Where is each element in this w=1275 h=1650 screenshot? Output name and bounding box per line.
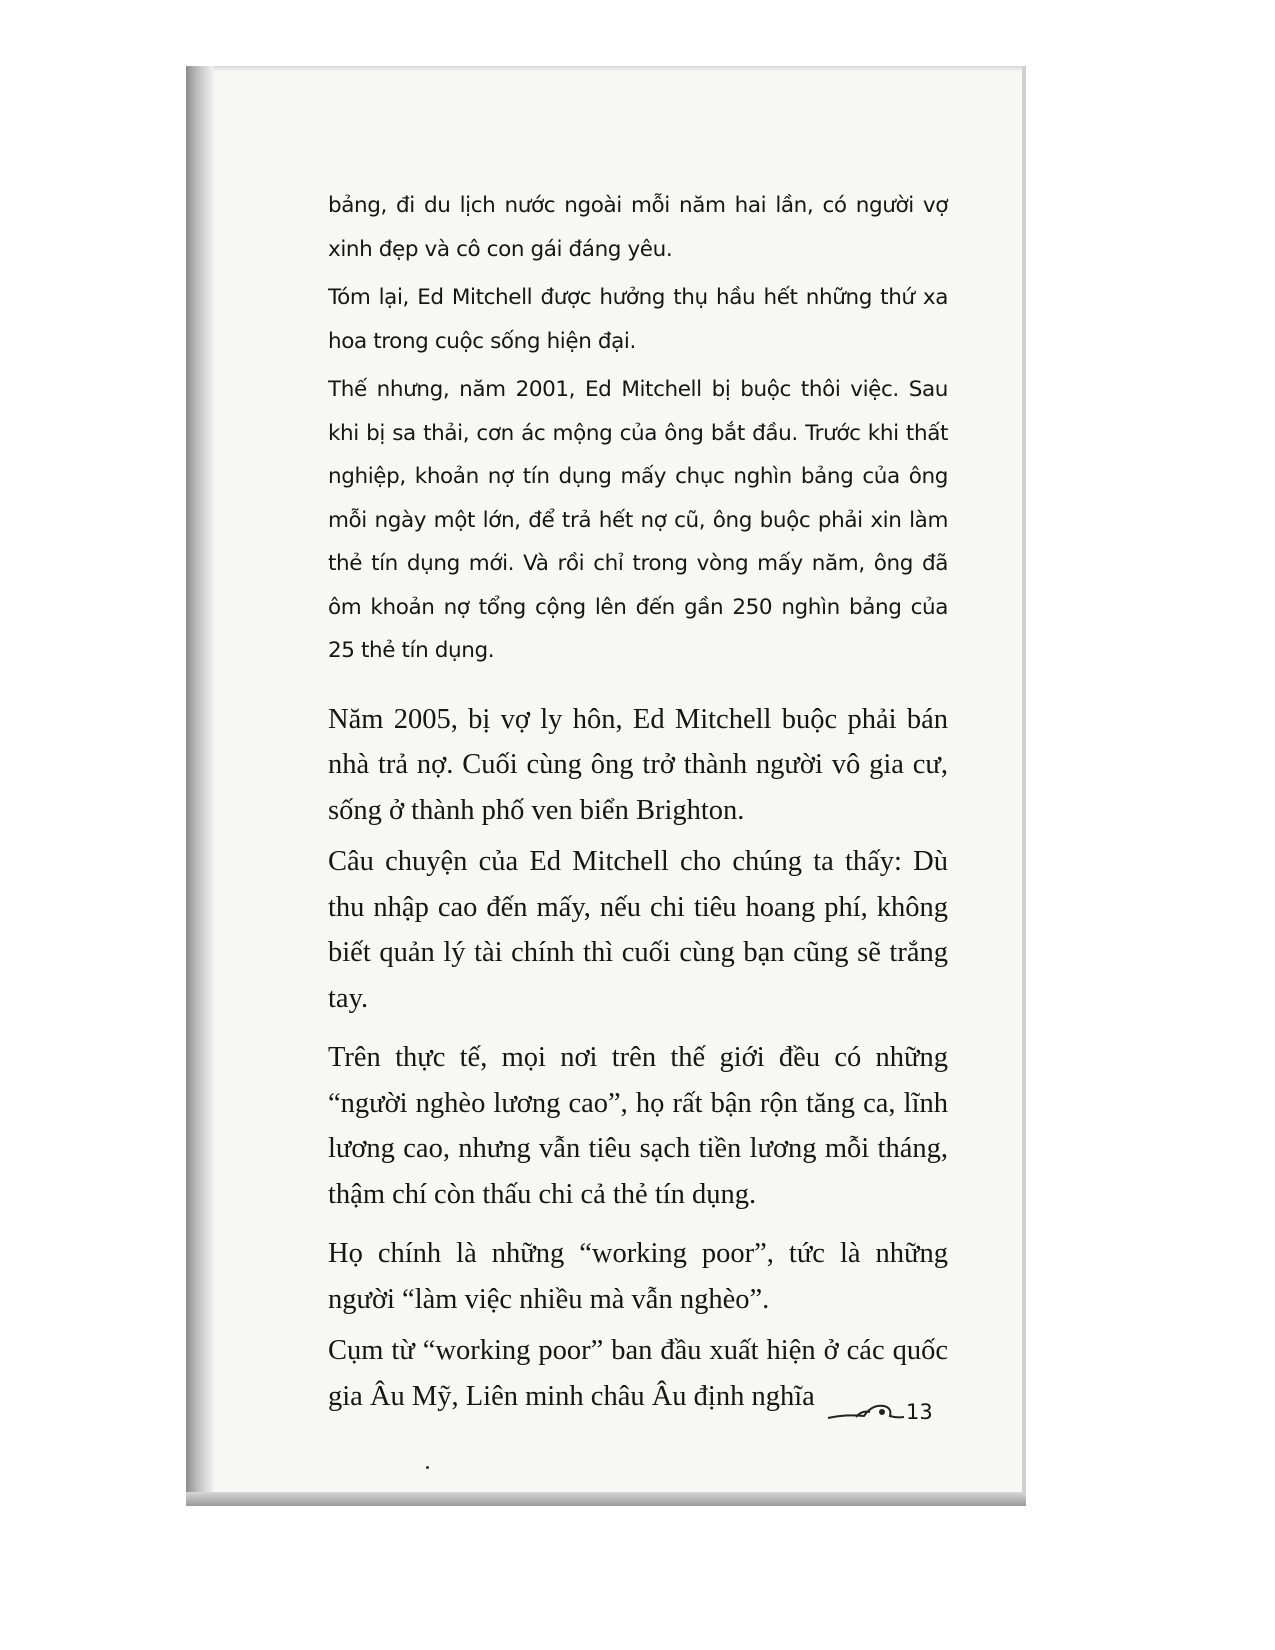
speck [426, 1466, 429, 1469]
page-bottom-edge [186, 1492, 1026, 1506]
page-number: 13 [906, 1400, 933, 1424]
page-ornament-icon [826, 1394, 906, 1424]
paragraph: Thế nhưng, năm 2001, Ed Mitchell bị buộc thôi việc. Sau khi bị sa thải, cơn ác mộng của ông bắt đầu. Trước khi thất nghiệp, khoản nợ tín dụng mấy chục nghìn bảng của ông mỗi ngày một lớn, để trả hết nợ cũ, ông buộc phải xin làm thẻ tín dụng mới. Và rồi chỉ trong vòng mấy năm, ông đã ôm khoản nợ tổng cộng lên đến gần 250 nghìn bảng của 25 thẻ tín dụng. [328, 377, 948, 663]
paragraph: Năm 2005, bị vợ ly hôn, Ed Mitchell buộc phải bán nhà trả nợ. Cuối cùng ông trở thành người vô gia cư, sống ở thành phố ven biển Brighton. [328, 703, 948, 826]
paragraph: Họ chính là những “working poor”, tức là những người “làm việc nhiều mà vẫn nghèo”. [328, 1238, 948, 1315]
page-top-shadow [214, 66, 1026, 72]
paragraph: Tóm lại, Ed Mitchell được hưởng thụ hầu hết những thứ xa hoa trong cuộc sống hiện đại. [328, 285, 948, 354]
paragraph: Câu chuyện của Ed Mitchell cho chúng ta thấy: Dù thu nhập cao đến mấy, nếu chi tiêu hoang phí, không biết quản lý tài chính thì cuối cùng bạn cũng sẽ trắng tay. [328, 846, 948, 1014]
book-spine-shadow [186, 66, 214, 1506]
book-page-photo [186, 66, 1026, 1506]
page-right-edge [1022, 66, 1026, 1506]
page-body [328, 184, 948, 1425]
paragraph: Cụm từ “working poor” ban đầu xuất hiện ở các quốc gia Âu Mỹ, Liên minh châu Âu định nghĩa [328, 1335, 948, 1412]
paragraph: bảng, đi du lịch nước ngoài mỗi năm hai lần, có người vợ xinh đẹp và cô con gái đáng yêu. [328, 193, 948, 262]
paragraph: Trên thực tế, mọi nơi trên thế giới đều có những “người nghèo lương cao”, họ rất bận rộn tăng ca, lĩnh lương cao, nhưng vẫn tiêu sạch tiền lương mỗi tháng, thậm chí còn thấu chi cả thẻ tín dụng. [328, 1042, 948, 1210]
